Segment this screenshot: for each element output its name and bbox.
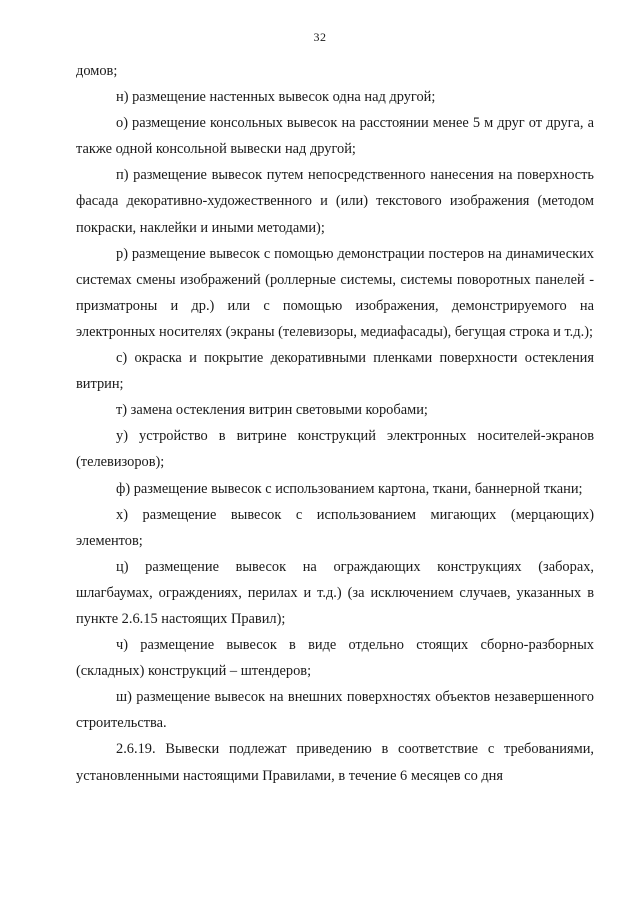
paragraph-item-ch: ч) размещение вывесок в виде отдельно стоящих сборно-разборных (складных) конструкций – штендеров; — [76, 637, 594, 680]
page-number: 32 — [313, 30, 327, 44]
paragraph-item-t: т) замена остекления витрин световыми коробами; — [116, 402, 428, 419]
paragraph-item-kh: х) размещение вывесок с использованием мигающих (мерцающих) элементов; — [76, 506, 594, 549]
paragraph-clause-2-6-19: 2.6.19. Вывески подлежат приведению в соответствие с требованиями, установленными настоящими Правилами, в течение 6 месяцев со дня — [76, 741, 594, 784]
paragraph-item-n: н) размещение настенных вывесок одна над другой; — [116, 89, 436, 106]
paragraph-item-f: ф) размещение вывесок с использованием картона, ткани, баннерной ткани; — [116, 480, 583, 497]
paragraph-item-o: о) размещение консольных вывесок на расстоянии менее 5 м друг от друга, а также одной консольной вывески над другой; — [76, 115, 594, 158]
paragraph-item-s: с) окраска и покрытие декоративными пленками поверхности остекления витрин; — [76, 350, 594, 393]
paragraph-item-ts: ц) размещение вывесок на ограждающих конструкциях (заборах, шлагбаумах, ограждениях, перилах и т.д.) (за исключением случаев, указанных в пункте 2.6.15 настоящих Правил); — [76, 558, 594, 627]
paragraph-item-sh: ш) размещение вывесок на внешних поверхностях объектов незавершенного строительства. — [76, 689, 594, 732]
paragraph-item-r: р) размещение вывесок с помощью демонстрации постеров на динамических системах смены изображений (роллерные системы, системы поворотных панелей - призматроны и др.) или с помощью изображения, демонстрируемого на электронных носителях (экраны (телевизоры, медиафасады), бегущая строка и т.д.); — [76, 245, 594, 340]
document-body — [76, 58, 594, 789]
paragraph-item-u: у) устройство в витрине конструкций электронных носителей-экранов (телевизоров); — [76, 428, 594, 471]
paragraph: домов; — [76, 63, 118, 79]
paragraph-item-p: п) размещение вывесок путем непосредственного нанесения на поверхность фасада декоративно-художественного и (или) текстового изображения (методом покраски, наклейки и иными методами); — [76, 167, 594, 236]
